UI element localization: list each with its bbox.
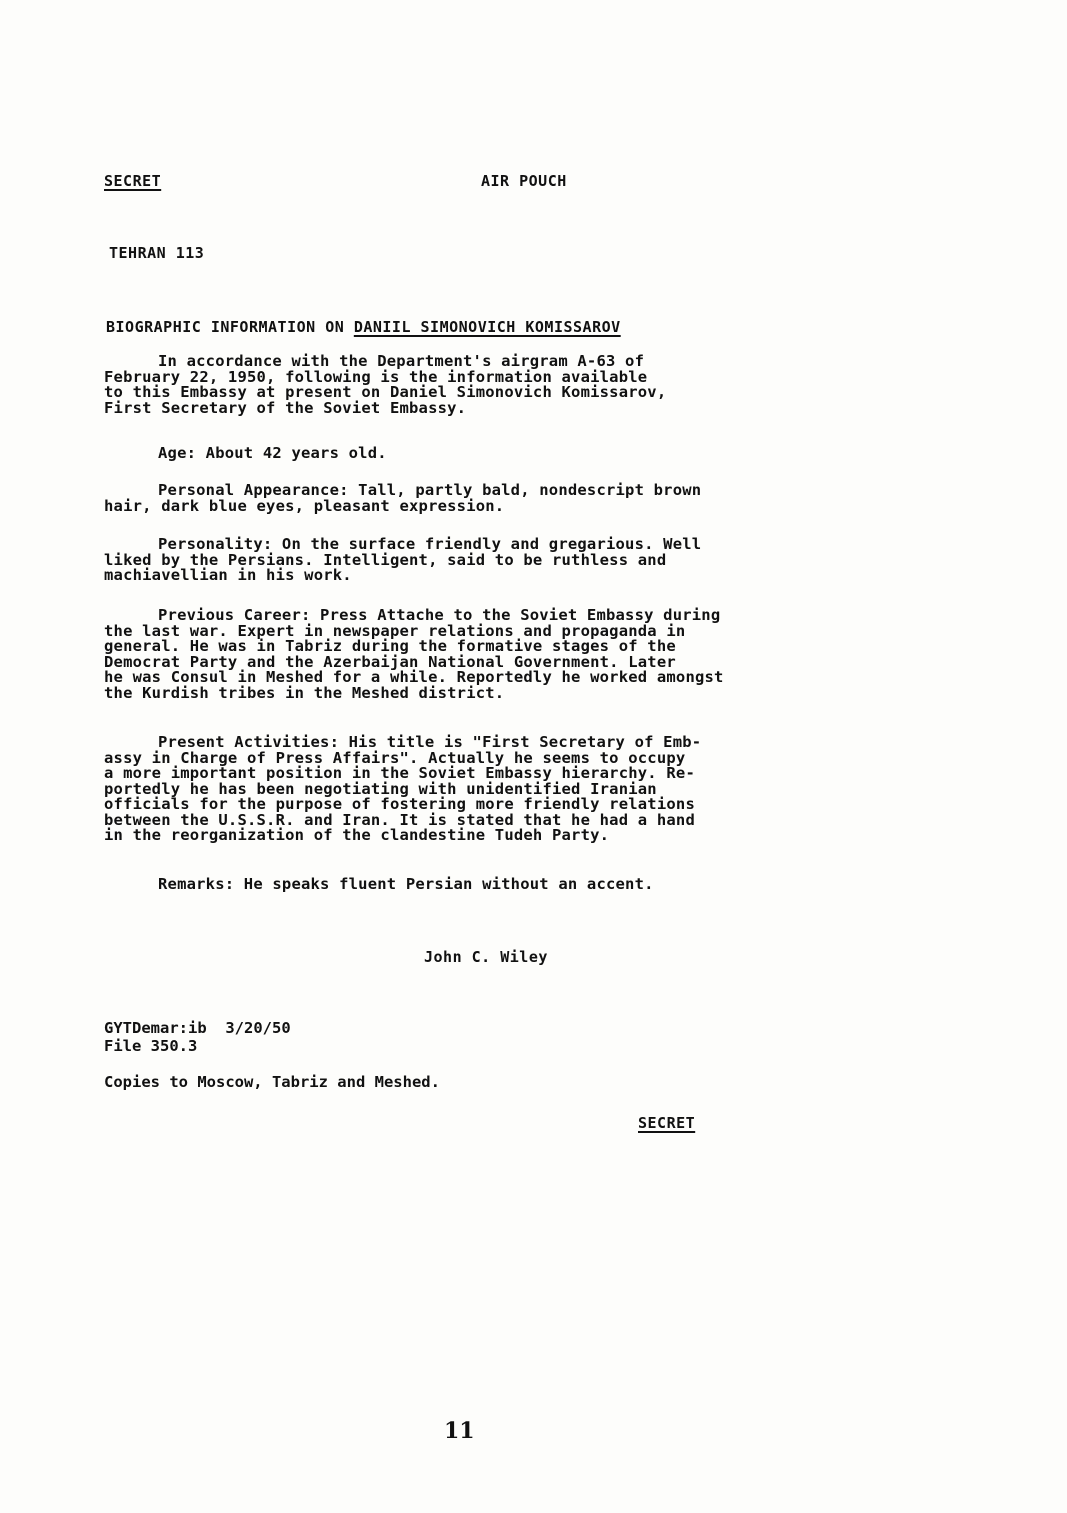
- text-line: between the U.S.S.R. and Iran. It is stated that he had a hand: [104, 810, 695, 829]
- text-line: assy in Charge of Press Affairs". Actually he seems to occupy: [104, 748, 686, 767]
- text-line: Previous Career: Press Attache to the Soviet Embassy during: [158, 606, 721, 624]
- page-number: 11: [444, 1418, 475, 1444]
- text-line: portedly he has been negotiating with unidentified Iranian: [104, 779, 657, 798]
- drafter-initials: GYTDemar:ib: [104, 1019, 207, 1037]
- text-line: the Kurdish tribes in the Meshed district.: [104, 683, 505, 702]
- classification-bottom: SECRET: [638, 1114, 696, 1132]
- dispatch-number: TEHRAN 113: [109, 244, 205, 262]
- intro-paragraph: [104, 354, 839, 416]
- subject-name: DANIIL SIMONOVICH KOMISSAROV: [353, 318, 621, 336]
- text-line: in the reorganization of the clandestine Tudeh Party.: [104, 826, 610, 844]
- subject-prefix: BIOGRAPHIC INFORMATION ON: [106, 318, 354, 336]
- copies-line: Copies to Moscow, Tabriz and Meshed.: [104, 1073, 440, 1091]
- text-line: Personal Appearance: Tall, partly bald, nondescript brown: [158, 481, 702, 499]
- personality-paragraph: [104, 537, 839, 584]
- classification-top: SECRET: [104, 172, 162, 190]
- remarks-paragraph: [104, 877, 839, 893]
- text-line: Remarks: He speaks fluent Persian without an accent.: [158, 875, 654, 893]
- text-line: First Secretary of the Soviet Embassy.: [104, 398, 467, 417]
- text-line: February 22, 1950, following is the information available: [104, 367, 648, 386]
- text-line: Present Activities: His title is "First Secretary of Emb-: [158, 733, 702, 751]
- text-line: Personality: On the surface friendly and gregarious. Well: [158, 535, 702, 553]
- text-line: to this Embassy at present on Daniel Simonovich Komissarov,: [104, 383, 667, 401]
- text-line: general. He was in Tabriz during the formative stages of the: [104, 637, 676, 655]
- signature: John C. Wiley: [424, 948, 548, 966]
- age-paragraph: [104, 446, 839, 462]
- text-line: the last war. Expert in newspaper relations and propaganda in: [104, 621, 686, 640]
- subject-line: [106, 318, 621, 336]
- drafting-reference: [104, 1020, 291, 1036]
- file-number: File 350.3: [104, 1037, 198, 1055]
- text-line: a more important position in the Soviet Embassy hierarchy. Re-: [104, 764, 695, 782]
- text-line: machiavellian in his work.: [104, 566, 352, 584]
- text-line: Age: About 42 years old.: [158, 444, 387, 462]
- text-line: hair, dark blue eyes, pleasant expression.: [104, 496, 505, 515]
- drafting-date: 3/20/50: [225, 1019, 291, 1037]
- career-paragraph: [104, 608, 839, 701]
- transmission-method: AIR POUCH: [481, 172, 567, 190]
- text-line: officials for the purpose of fostering more friendly relations: [104, 795, 695, 813]
- text-line: In accordance with the Department's airgram A-63 of: [158, 352, 645, 370]
- appearance-paragraph: [104, 483, 839, 514]
- text-line: Democrat Party and the Azerbaijan National Government. Later: [104, 652, 676, 671]
- text-line: he was Consul in Meshed for a while. Reportedly he worked amongst: [104, 668, 724, 686]
- activities-paragraph: [104, 735, 839, 844]
- text-line: liked by the Persians. Intelligent, said to be ruthless and: [104, 550, 667, 569]
